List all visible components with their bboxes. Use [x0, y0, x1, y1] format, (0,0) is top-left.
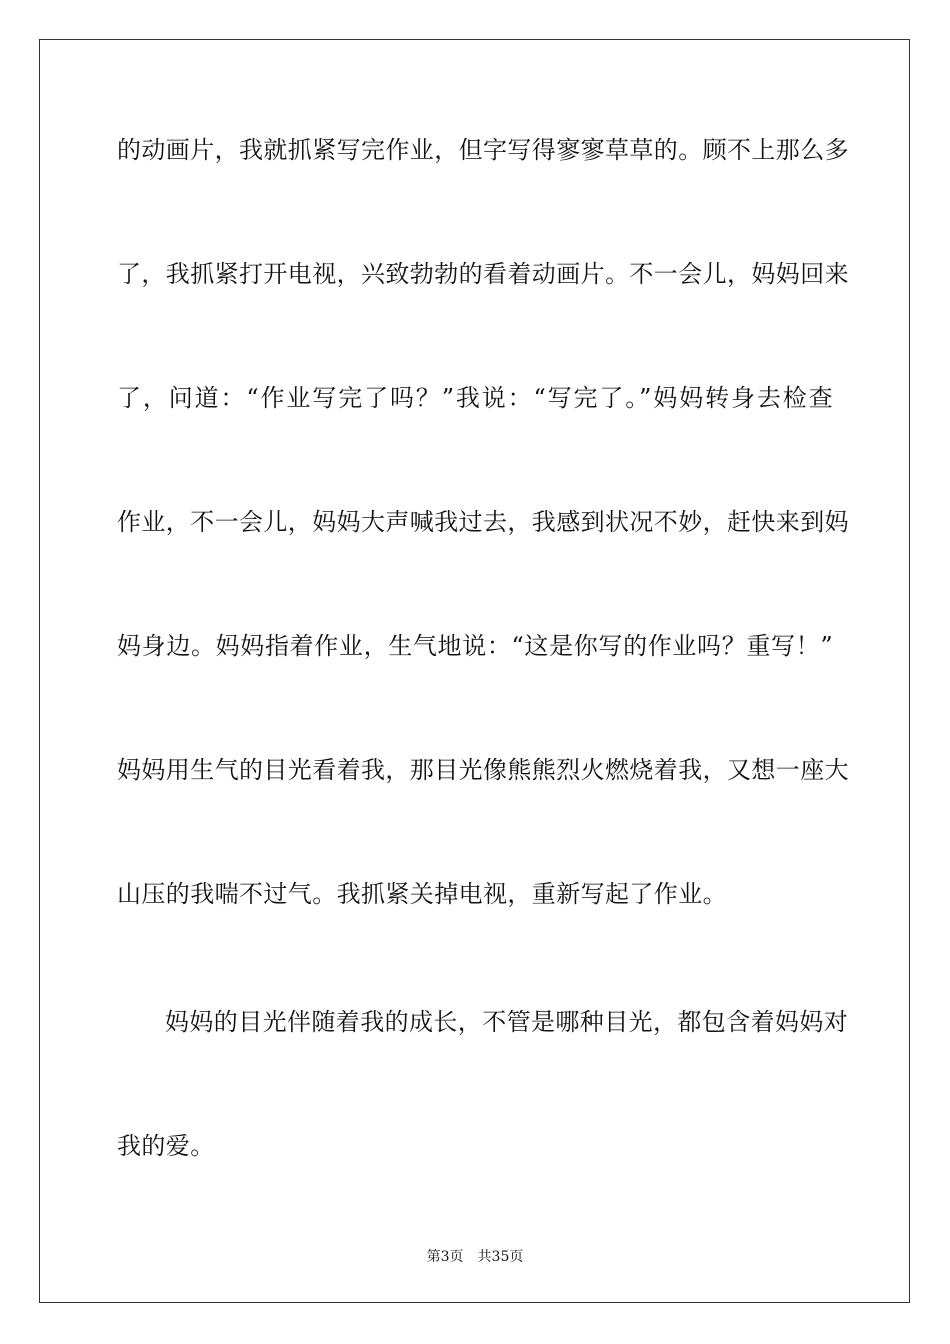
text-line: 作业，不一会儿，妈妈大声喊我过去，我感到状况不妙，赶快来到妈 [117, 508, 849, 536]
text-line: 了，问道：“作业写完了吗？”我说：“写完了。”妈妈转身去检查 [117, 384, 833, 412]
text-line: 妈妈用生气的目光看着我，那目光像熊熊烈火燃烧着我，又想一座大 [117, 756, 849, 784]
page-total: 共35页 [477, 1249, 524, 1265]
text-line: 妈身边。妈妈指着作业，生气地说：“这是你写的作业吗？重写！” [117, 632, 833, 660]
text-line: 山压的我喘不过气。我抓紧关掉电视，重新写起了作业。 [117, 880, 727, 908]
paragraph-first-line: 妈妈的目光伴随着我的成长，不管是哪种目光，都包含着妈妈对 [165, 1008, 849, 1036]
text-line: 了，我抓紧打开电视，兴致勃勃的看着动画片。不一会儿，妈妈回来 [117, 260, 849, 288]
page-footer [0, 1248, 950, 1266]
page-number: 第3页 [426, 1249, 464, 1265]
text-line: 我的爱。 [117, 1132, 215, 1160]
page-border [39, 39, 910, 1303]
text-line: 的动画片，我就抓紧写完作业，但字写得寥寥草草的。顾不上那么多 [117, 136, 849, 164]
